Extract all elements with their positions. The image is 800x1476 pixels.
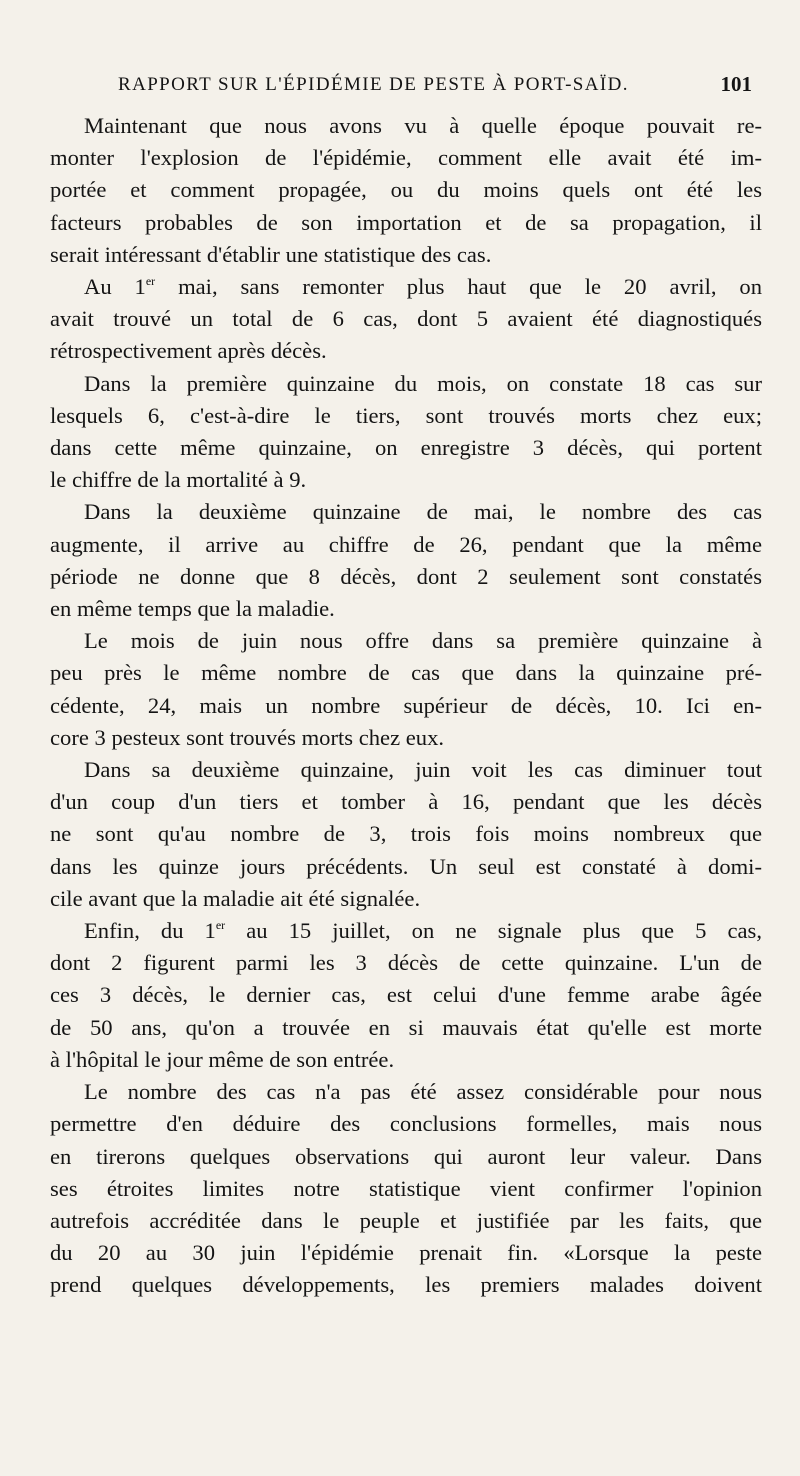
paragraph xyxy=(50,110,762,271)
text-line: core 3 pesteux sont trouvés morts chez eux. xyxy=(50,724,445,750)
paragraph xyxy=(50,754,762,915)
text-line: permettre d'en déduire des conclusions formelles, mais nous xyxy=(50,1111,762,1137)
text-line: Dans la deuxième quinzaine de mai, le nombre des cas xyxy=(84,499,762,525)
text-line: du 20 au 30 juin l'épidémie prenait fin. «Lorsque la peste xyxy=(50,1240,762,1266)
text-line: période ne donne que 8 décès, dont 2 seulement sont constatés xyxy=(50,563,762,589)
paragraph xyxy=(50,625,762,754)
text-line: dans cette même quinzaine, on enregistre 3 décès, qui portent xyxy=(50,435,762,461)
paragraph xyxy=(50,368,762,497)
text-line: dans les quinze jours précédents. Un seul est constaté à domi- xyxy=(50,853,762,879)
text-line: dont 2 figurent parmi les 3 décès de cette quinzaine. L'un de xyxy=(50,950,762,976)
text-line: le chiffre de la mortalité à 9. xyxy=(50,467,307,493)
text-line: rétrospectivement après décès. xyxy=(50,338,327,364)
text-line: de 50 ans, qu'on a trouvée en si mauvais état qu'elle est morte xyxy=(50,1014,762,1040)
running-title: RAPPORT SUR L'ÉPIDÉMIE DE PESTE À PORT-SAÏD. xyxy=(118,74,629,95)
text-line: Au 1er mai, sans remonter plus haut que le 20 avril, on xyxy=(84,274,762,300)
text-line: à l'hôpital le jour même de son entrée. xyxy=(50,1046,395,1072)
text-line: d'un coup d'un tiers et tomber à 16, pendant que les décès xyxy=(50,789,762,815)
text-line: cédente, 24, mais un nombre supérieur de décès, 10. Ici en- xyxy=(50,692,762,718)
text-line: monter l'explosion de l'épidémie, comment elle avait été im- xyxy=(50,145,762,171)
text-line: Maintenant que nous avons vu à quelle époque pouvait re- xyxy=(84,113,762,138)
text-line: en même temps que la maladie. xyxy=(50,596,335,622)
text-line: facteurs probables de son importation et de sa propagation, il xyxy=(50,209,762,235)
page-header xyxy=(118,74,752,104)
text-line: en tirerons quelques observations qui auront leur valeur. Dans xyxy=(50,1143,762,1169)
paragraph xyxy=(50,496,762,625)
paragraph xyxy=(50,1076,762,1301)
text-line: ces 3 décès, le dernier cas, est celui d'une femme arabe âgée xyxy=(50,982,762,1008)
page-number: 101 xyxy=(720,72,752,96)
text-line: avait trouvé un total de 6 cas, dont 5 avaient été diagnostiqués xyxy=(50,306,762,332)
text-line: augmente, il arrive au chiffre de 26, pendant que la même xyxy=(50,531,762,557)
text-line: Dans sa deuxième quinzaine, juin voit les cas diminuer tout xyxy=(84,757,762,783)
paragraph xyxy=(50,915,762,1076)
paragraph xyxy=(50,271,762,368)
text-line: serait intéressant d'établir une statistique des cas. xyxy=(50,241,492,267)
text-line: prend quelques développements, les premiers malades doivent xyxy=(50,1272,762,1298)
body-text xyxy=(50,110,762,1302)
text-line: ne sont qu'au nombre de 3, trois fois moins nombreux que xyxy=(50,821,762,847)
text-line: Le mois de juin nous offre dans sa première quinzaine à xyxy=(84,628,762,654)
text-line: Dans la première quinzaine du mois, on constate 18 cas sur xyxy=(84,370,762,396)
text-line: cile avant que la maladie ait été signalée. xyxy=(50,885,421,911)
text-line: Le nombre des cas n'a pas été assez considérable pour nous xyxy=(84,1079,762,1105)
text-line: lesquels 6, c'est-à-dire le tiers, sont trouvés morts chez eux; xyxy=(50,402,762,428)
text-line: autrefois accréditée dans le peuple et justifiée par les faits, que xyxy=(50,1207,762,1233)
text-line: peu près le même nombre de cas que dans la quinzaine pré- xyxy=(50,660,762,686)
text-line: Enfin, du 1er au 15 juillet, on ne signale plus que 5 cas, xyxy=(84,918,762,944)
text-line: ses étroites limites notre statistique vient confirmer l'opinion xyxy=(50,1175,762,1201)
text-line: portée et comment propagée, ou du moins quels ont été les xyxy=(50,177,762,203)
